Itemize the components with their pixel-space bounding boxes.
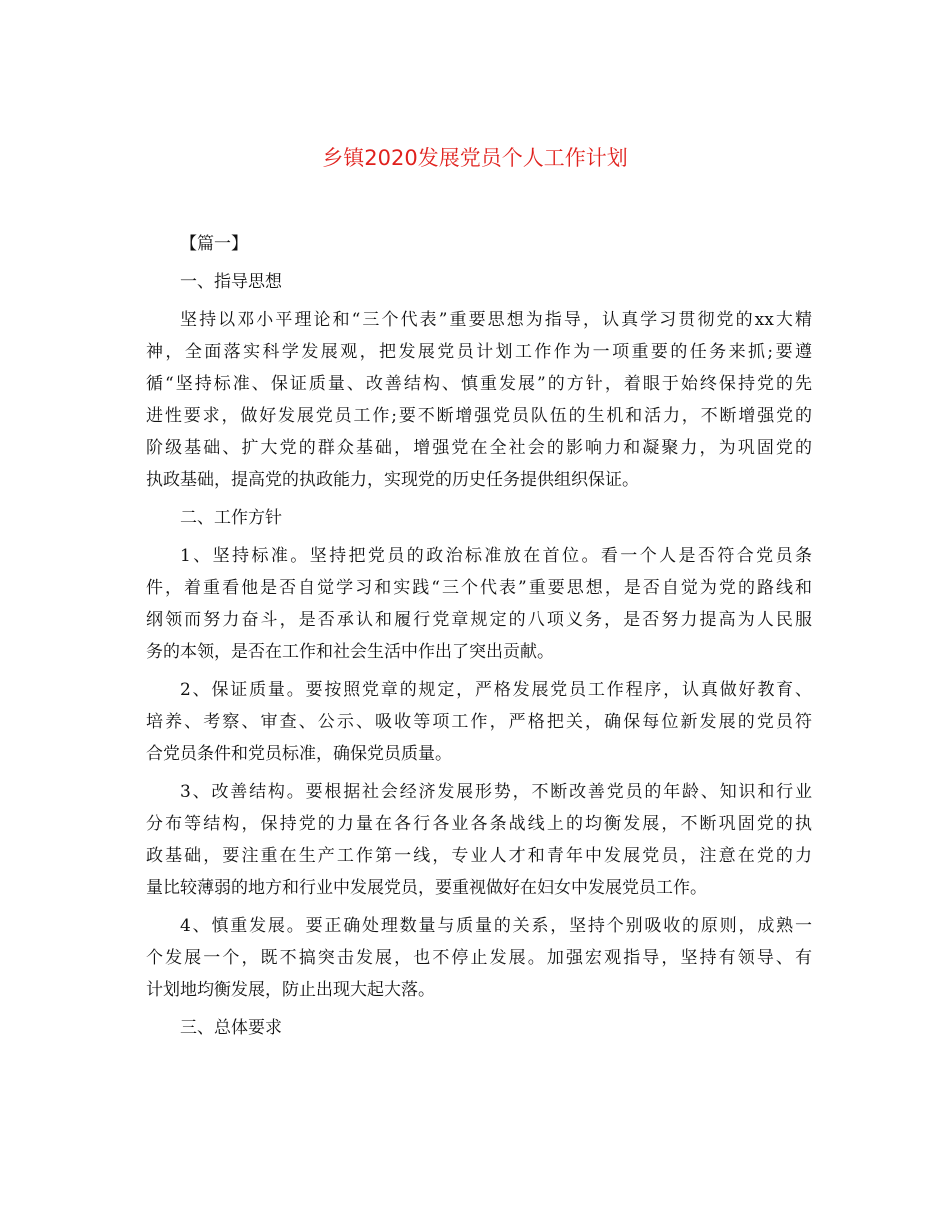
text-line: 1、坚持标准。坚持把党员的政治标准放在首位。看一个人是否符合党员条 <box>180 546 812 566</box>
document-body <box>146 228 812 1044</box>
text-line: 3、改善结构。要根据社会经济发展形势，不断改善党员的年龄、知识和行业 <box>180 782 812 802</box>
text-line: 三、总体要求 <box>180 1018 282 1038</box>
text-line: 合党员条件和党员标准，确保党员质量。 <box>146 744 452 764</box>
text-line: 纲领而努力奋斗，是否承认和履行党章规定的八项义务，是否努力提高为人民服 <box>146 610 812 630</box>
text-line: 培养、考察、审查、公示、吸收等项工作，严格把关，确保每位新发展的党员符 <box>146 712 812 732</box>
text-line: 量比较薄弱的地方和行业中发展党员，要重视做好在妇女中发展党员工作。 <box>146 878 707 898</box>
text-line: 件，着重看他是否自觉学习和实践“三个代表”重要思想，是否自觉为党的路线和 <box>146 578 812 598</box>
text-line: 个发展一个，既不搞突击发展，也不停止发展。加强宏观指导，坚持有领导、有 <box>146 948 812 968</box>
text-line: 一、指导思想 <box>180 272 282 292</box>
document-title: 乡镇2020发展党员个人工作计划 <box>322 146 628 170</box>
text-line: 4、慎重发展。要正确处理数量与质量的关系，坚持个别吸收的原则，成熟一 <box>180 916 812 936</box>
text-line: 坚持以邓小平理论和“三个代表”重要思想为指导，认真学习贯彻党的xx大精 <box>180 310 812 330</box>
text-line: 2、保证质量。要按照党章的规定，严格发展党员工作程序，认真做好教育、 <box>180 680 812 700</box>
text-line: 务的本领，是否在工作和社会生活中作出了突出贡献。 <box>146 642 554 662</box>
text-line: 分布等结构，保持党的力量在各行各业各条战线上的均衡发展，不断巩固党的执 <box>146 814 812 834</box>
text-line: 阶级基础、扩大党的群众基础，增强党在全社会的影响力和凝聚力，为巩固党的 <box>146 438 812 458</box>
text-line: 执政基础，提高党的执政能力，实现党的历史任务提供组织保证。 <box>146 470 639 490</box>
text-line: 神，全面落实科学发展观，把发展党员计划工作作为一项重要的任务来抓;要遵 <box>146 342 812 362</box>
text-line: 循“坚持标准、保证质量、改善结构、慎重发展”的方针，着眼于始终保持党的先 <box>146 374 812 394</box>
text-line: 进性要求，做好发展党员工作;要不断增强党员队伍的生机和活力，不断增强党的 <box>146 406 812 426</box>
text-line: 政基础，要注重在生产工作第一线，专业人才和青年中发展党员，注意在党的力 <box>146 846 812 866</box>
text-line: 二、工作方针 <box>180 508 282 528</box>
section-label: 【篇一】 <box>180 234 248 254</box>
text-line: 计划地均衡发展，防止出现大起大落。 <box>146 980 435 1000</box>
